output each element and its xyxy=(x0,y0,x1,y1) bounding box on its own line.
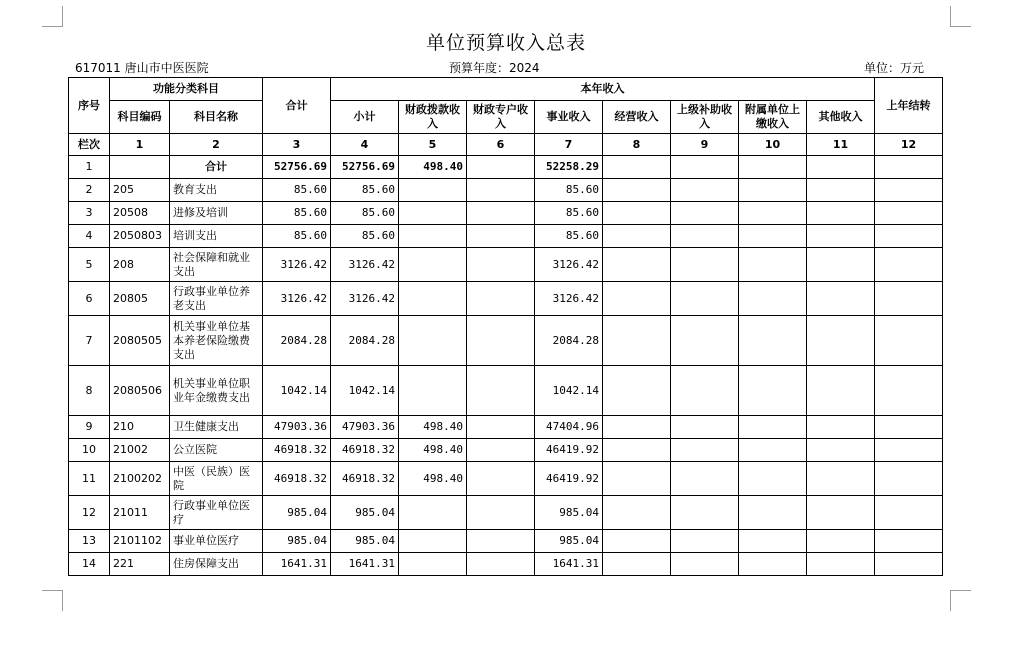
header-current-income: 本年收入 xyxy=(331,78,875,101)
header-prior-carryover: 上年结转 xyxy=(875,78,943,134)
cell-code: 21011 xyxy=(110,496,170,530)
cell-business-income: 1641.31 xyxy=(535,553,603,576)
cell-fiscal-special xyxy=(467,439,535,462)
page-corner-mark xyxy=(950,590,971,611)
cell-business-income: 47404.96 xyxy=(535,416,603,439)
cell-name: 进修及培训 xyxy=(170,202,263,225)
header-func-class: 功能分类科目 xyxy=(110,78,263,101)
cell-fiscal-allocation xyxy=(399,179,467,202)
cell-name: 行政事业单位医疗 xyxy=(170,496,263,530)
cell-seq: 9 xyxy=(69,416,110,439)
cell-code: 20805 xyxy=(110,282,170,316)
column-index-cell: 9 xyxy=(671,134,739,156)
column-index-cell: 1 xyxy=(110,134,170,156)
cell-total: 2084.28 xyxy=(263,316,331,366)
header-total: 合计 xyxy=(263,78,331,134)
cell-total: 1042.14 xyxy=(263,366,331,416)
cell-business-income: 3126.42 xyxy=(535,248,603,282)
cell-name: 机关事业单位职业年金缴费支出 xyxy=(170,366,263,416)
cell-seq: 8 xyxy=(69,366,110,416)
cell-seq: 11 xyxy=(69,462,110,496)
table-row xyxy=(69,553,943,576)
cell-business-income: 85.60 xyxy=(535,179,603,202)
table-row xyxy=(69,530,943,553)
page-corner-mark xyxy=(950,6,971,27)
cell-fiscal-allocation xyxy=(399,316,467,366)
cell-seq: 2 xyxy=(69,179,110,202)
cell-business-income: 985.04 xyxy=(535,496,603,530)
header-subtotal: 小计 xyxy=(331,101,399,134)
header-superior-subsidy: 上级补助收入 xyxy=(671,101,739,134)
table-row xyxy=(69,366,943,416)
column-index-cell: 12 xyxy=(875,134,943,156)
cell-seq: 4 xyxy=(69,225,110,248)
cell-total: 46918.32 xyxy=(263,439,331,462)
cell-subtotal: 985.04 xyxy=(331,530,399,553)
cell-fiscal-special xyxy=(467,248,535,282)
table-row xyxy=(69,462,943,496)
column-index-cell: 7 xyxy=(535,134,603,156)
header-other-income: 其他收入 xyxy=(807,101,875,134)
header-business-income: 事业收入 xyxy=(535,101,603,134)
cell-fiscal-allocation xyxy=(399,248,467,282)
cell-name: 教育支出 xyxy=(170,179,263,202)
cell-name: 机关事业单位基本养老保险缴费支出 xyxy=(170,316,263,366)
cell-fiscal-special xyxy=(467,366,535,416)
cell-subtotal: 46918.32 xyxy=(331,439,399,462)
table-row xyxy=(69,202,943,225)
cell-total: 46918.32 xyxy=(263,462,331,496)
header-operating-income: 经营收入 xyxy=(603,101,671,134)
cell-name: 行政事业单位养老支出 xyxy=(170,282,263,316)
cell-code: 2100202 xyxy=(110,462,170,496)
cell-name: 事业单位医疗 xyxy=(170,530,263,553)
unit-name: 617011 唐山市中医医院 xyxy=(75,61,209,75)
header-fiscal-special: 财政专户收入 xyxy=(467,101,535,134)
cell-seq: 14 xyxy=(69,553,110,576)
cell-fiscal-special xyxy=(467,462,535,496)
column-index-cell: 10 xyxy=(739,134,807,156)
page-corner-mark xyxy=(42,590,63,611)
cell-business-income: 2084.28 xyxy=(535,316,603,366)
cell-name: 住房保障支出 xyxy=(170,553,263,576)
cell-subtotal: 1042.14 xyxy=(331,366,399,416)
cell-subtotal: 47903.36 xyxy=(331,416,399,439)
cell-subtotal: 2084.28 xyxy=(331,316,399,366)
table-row xyxy=(69,179,943,202)
cell-code: 2080506 xyxy=(110,366,170,416)
cell-subtotal: 85.60 xyxy=(331,202,399,225)
cell-seq: 5 xyxy=(69,248,110,282)
cell-fiscal-special xyxy=(467,202,535,225)
header-affiliated-payment: 附属单位上缴收入 xyxy=(739,101,807,134)
cell-fiscal-special xyxy=(467,530,535,553)
cell-fiscal-allocation: 498.40 xyxy=(399,439,467,462)
cell-seq: 13 xyxy=(69,530,110,553)
table-row xyxy=(69,156,943,179)
cell-seq: 3 xyxy=(69,202,110,225)
column-index-cell: 2 xyxy=(170,134,263,156)
cell-subtotal: 3126.42 xyxy=(331,248,399,282)
cell-seq: 6 xyxy=(69,282,110,316)
cell-fiscal-special xyxy=(467,496,535,530)
cell-total: 3126.42 xyxy=(263,282,331,316)
cell-subtotal: 1641.31 xyxy=(331,553,399,576)
cell-fiscal-allocation: 498.40 xyxy=(399,416,467,439)
cell-code xyxy=(110,156,170,179)
cell-total: 85.60 xyxy=(263,202,331,225)
cell-subtotal: 85.60 xyxy=(331,225,399,248)
column-index-cell: 5 xyxy=(399,134,467,156)
cell-seq: 10 xyxy=(69,439,110,462)
cell-seq: 12 xyxy=(69,496,110,530)
cell-fiscal-allocation xyxy=(399,225,467,248)
cell-fiscal-allocation xyxy=(399,530,467,553)
cell-fiscal-special xyxy=(467,316,535,366)
cell-business-income: 3126.42 xyxy=(535,282,603,316)
cell-fiscal-special xyxy=(467,156,535,179)
header-fiscal-allocation: 财政拨款收入 xyxy=(399,101,467,134)
cell-name: 合计 xyxy=(170,156,263,179)
cell-fiscal-allocation xyxy=(399,202,467,225)
cell-business-income: 85.60 xyxy=(535,202,603,225)
table-row xyxy=(69,316,943,366)
cell-total: 47903.36 xyxy=(263,416,331,439)
budget-income-table xyxy=(68,77,943,576)
cell-total: 3126.42 xyxy=(263,248,331,282)
cell-fiscal-allocation: 498.40 xyxy=(399,462,467,496)
cell-fiscal-special xyxy=(467,553,535,576)
cell-seq: 1 xyxy=(69,156,110,179)
cell-fiscal-allocation: 498.40 xyxy=(399,156,467,179)
cell-code: 210 xyxy=(110,416,170,439)
cell-fiscal-allocation xyxy=(399,553,467,576)
cell-name: 社会保障和就业支出 xyxy=(170,248,263,282)
column-index-cell: 6 xyxy=(467,134,535,156)
cell-fiscal-allocation xyxy=(399,366,467,416)
cell-code: 21002 xyxy=(110,439,170,462)
cell-total: 52756.69 xyxy=(263,156,331,179)
cell-name: 培训支出 xyxy=(170,225,263,248)
header-subject-name: 科目名称 xyxy=(170,101,263,134)
page-corner-mark xyxy=(42,6,63,27)
cell-total: 85.60 xyxy=(263,225,331,248)
cell-code: 2050803 xyxy=(110,225,170,248)
table-row xyxy=(69,248,943,282)
column-index-label: 栏次 xyxy=(69,134,110,156)
cell-fiscal-special xyxy=(467,225,535,248)
cell-business-income: 46419.92 xyxy=(535,439,603,462)
cell-code: 221 xyxy=(110,553,170,576)
cell-business-income: 1042.14 xyxy=(535,366,603,416)
cell-subtotal: 52756.69 xyxy=(331,156,399,179)
cell-business-income: 52258.29 xyxy=(535,156,603,179)
currency-unit: 单位：万元 xyxy=(864,61,925,75)
cell-subtotal: 985.04 xyxy=(331,496,399,530)
cell-total: 85.60 xyxy=(263,179,331,202)
budget-year: 预算年度：2024 xyxy=(449,61,540,75)
cell-code: 20508 xyxy=(110,202,170,225)
cell-business-income: 985.04 xyxy=(535,530,603,553)
cell-fiscal-allocation xyxy=(399,496,467,530)
column-index-cell: 3 xyxy=(263,134,331,156)
table-row xyxy=(69,282,943,316)
cell-name: 卫生健康支出 xyxy=(170,416,263,439)
cell-fiscal-special xyxy=(467,179,535,202)
cell-fiscal-special xyxy=(467,416,535,439)
cell-subtotal: 46918.32 xyxy=(331,462,399,496)
document-title: 单位预算收入总表 xyxy=(425,32,586,54)
cell-seq: 7 xyxy=(69,316,110,366)
header-seq: 序号 xyxy=(69,78,110,134)
cell-name: 中医（民族）医院 xyxy=(170,462,263,496)
table-row xyxy=(69,496,943,530)
cell-fiscal-special xyxy=(467,282,535,316)
cell-business-income: 46419.92 xyxy=(535,462,603,496)
column-index-cell: 4 xyxy=(331,134,399,156)
table-row xyxy=(69,225,943,248)
table-row xyxy=(69,439,943,462)
cell-code: 2101102 xyxy=(110,530,170,553)
table-row xyxy=(69,416,943,439)
cell-total: 985.04 xyxy=(263,496,331,530)
cell-subtotal: 3126.42 xyxy=(331,282,399,316)
column-index-cell: 8 xyxy=(603,134,671,156)
header-subject-code: 科目编码 xyxy=(110,101,170,134)
cell-code: 208 xyxy=(110,248,170,282)
cell-fiscal-allocation xyxy=(399,282,467,316)
cell-total: 1641.31 xyxy=(263,553,331,576)
cell-business-income: 85.60 xyxy=(535,225,603,248)
cell-name: 公立医院 xyxy=(170,439,263,462)
column-index-cell: 11 xyxy=(807,134,875,156)
cell-code: 205 xyxy=(110,179,170,202)
cell-code: 2080505 xyxy=(110,316,170,366)
cell-total: 985.04 xyxy=(263,530,331,553)
cell-subtotal: 85.60 xyxy=(331,179,399,202)
